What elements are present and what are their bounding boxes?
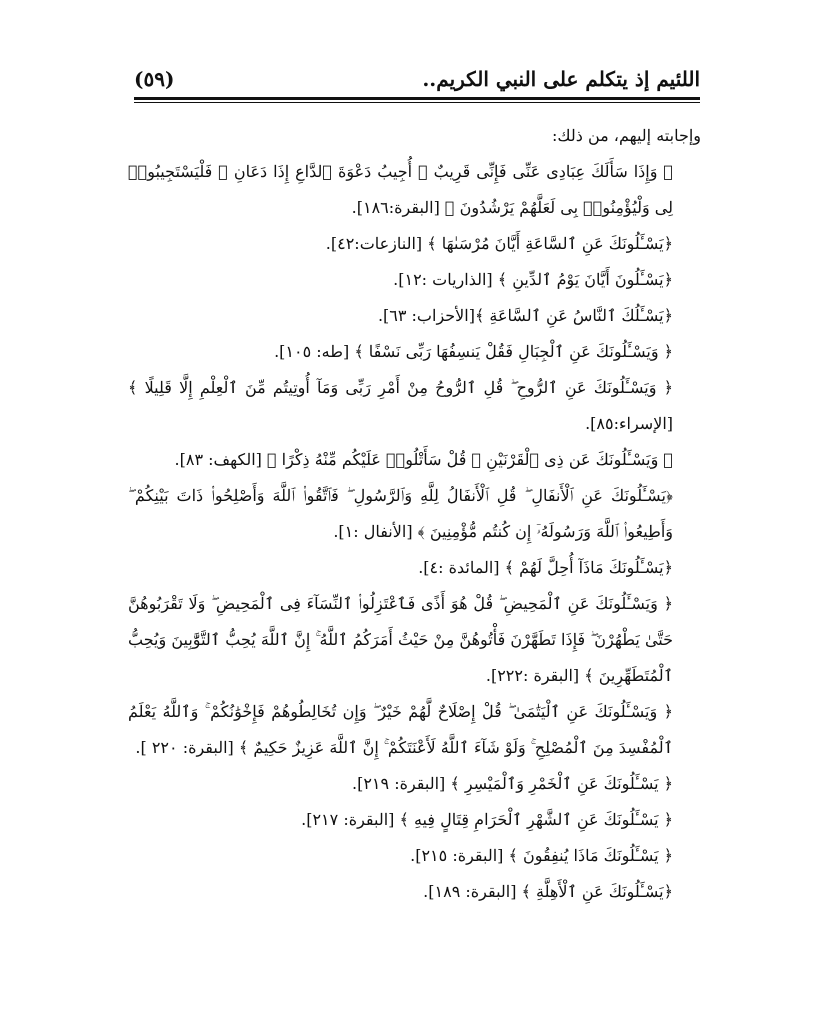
verse-item: ﴿ وَيَسْـَٔلُونَكَ عَن ذِى ٱلْقَرْنَيْنِ ۖ قُلْ سَأَتْلُوا۟ عَلَيْكُم مِّنْهُ ذِكْرًا ﴾ [الكهف: ٨٣]. (174, 450, 673, 469)
verse-item: ﴿يَسْـَٔلُونَكَ عَنِ ٱلْأَنفَالِ ۖ قُلِ ٱلْأَنفَالُ لِلَّهِ وَٱلرَّسُولِ ۖ فَٱتَّقُوا۟ ٱللَّهَ وَأَصْلِحُوا۟ ذَاتَ بَيْنِكُمْ ۖ وَأَطِيعُوا۟ ٱللَّهَ وَرَسُولَهُۥٓ إِن كُنتُم مُّؤْمِنِينَ ﴾ [الأنفال :١]. (128, 486, 673, 541)
verse-item: ﴿ يَسْـَٔلُونَكَ عَنِ ٱلْخَمْرِ وَٱلْمَيْسِرِ ﴾ [البقرة: ٢١٩]. (352, 774, 673, 793)
verse-item: ﴿يَسْـَٔلُونَكَ عَنِ ٱلْأَهِلَّةِ ﴾ [البقرة: ١٨٩]. (423, 882, 673, 901)
verse-item: ﴿ يَسْـَٔلُونَكَ مَاذَا يُنفِقُونَ ﴾ [البقرة: ٢١٥]. (410, 846, 673, 865)
intro-text: وإجابته إليهم، من ذلك: (551, 126, 701, 145)
header-rule-thin (134, 102, 700, 103)
verse-item: ﴿ يَسْـَٔلُونَكَ عَنِ ٱلشَّهْرِ ٱلْحَرَامِ قِتَالٍ فِيهِ ﴾ [البقرة: ٢١٧]. (301, 810, 673, 829)
verse-item: ﴿يَسْـَٔلُونَكَ مَاذَآ أُحِلَّ لَهُمْ ﴾ [المائدة :٤]. (418, 558, 673, 577)
header-rule-thick (134, 97, 700, 100)
page-body (128, 118, 701, 910)
verse-item: ﴿ وَيَسْـَٔلُونَكَ عَنِ ٱلْيَتَٰمَىٰ ۖ قُلْ إِصْلَاحٌ لَّهُمْ خَيْرٌ ۖ وَإِن تُخَالِطُوهُمْ فَإِخْوَٰنُكُمْ ۚ وَٱللَّهُ يَعْلَمُ ٱلْمُفْسِدَ مِنَ ٱلْمُصْلِحِ ۚ وَلَوْ شَآءَ ٱللَّهُ لَأَعْنَتَكُمْ ۚ إِنَّ ٱللَّهَ عَزِيزٌ حَكِيمٌ ﴾ [البقرة: ٢٢٠ ]. (128, 702, 673, 757)
verse-item: ﴿ وَيَسْـَٔلُونَكَ عَنِ ٱلْمَحِيضِ ۖ قُلْ هُوَ أَذًى فَٱعْتَزِلُوا۟ ٱلنِّسَآءَ فِى ٱلْمَحِيضِ ۖ وَلَا تَقْرَبُوهُنَّ حَتَّىٰ يَطْهُرْنَ ۖ فَإِذَا تَطَهَّرْنَ فَأْتُوهُنَّ مِنْ حَيْثُ أَمَرَكُمُ ٱللَّهُ ۚ إِنَّ ٱللَّهَ يُحِبُّ ٱلتَّوَّٰبِينَ وَيُحِبُّ ٱلْمُتَطَهِّرِينَ ﴾ [البقرة :٢٢٢]. (128, 594, 673, 685)
verse-item: ﴿ وَيَسْـَٔلُونَكَ عَنِ ٱلْجِبَالِ فَقُلْ يَنسِفُهَا رَبِّى نَسْفًا ﴾ [طه: ١٠٥]. (274, 342, 673, 361)
verse-item: ﴿يَسْـَٔلُونَ أَيَّانَ يَوْمُ ٱلدِّينِ ﴾ [الذاريات :١٢]. (393, 270, 673, 289)
running-title: اللئيم إذ يتكلم على النبي الكريم.. (422, 67, 700, 91)
page-number: (٥٩) (134, 67, 175, 91)
page-header (134, 62, 700, 96)
verse-item: ﴿ وَإِذَا سَأَلَكَ عِبَادِى عَنِّى فَإِنِّى قَرِيبٌ ۖ أُجِيبُ دَعْوَةَ ٱلدَّاعِ إِذَا دَعَانِ ۖ فَلْيَسْتَجِيبُوا۟ لِى وَلْيُؤْمِنُوا۟ بِى لَعَلَّهُمْ يَرْشُدُونَ ﴾ [البقرة:١٨٦]. (128, 162, 673, 217)
verse-item: ﴿ وَيَسْـَٔلُونَكَ عَنِ ٱلرُّوحِ ۖ قُلِ ٱلرُّوحُ مِنْ أَمْرِ رَبِّى وَمَآ أُوتِيتُم مِّنَ ٱلْعِلْمِ إِلَّا قَلِيلًا ﴾ [الإسراء:٨٥]. (128, 378, 673, 433)
verse-item: ﴿يَسْـَٔلُونَكَ عَنِ ٱلسَّاعَةِ أَيَّانَ مُرْسَىٰهَا ﴾ [النازعات:٤٢]. (325, 234, 673, 253)
verse-item: ﴿يَسْـَٔلُكَ ٱلنَّاسُ عَنِ ٱلسَّاعَةِ ﴾[الأحزاب: ٦٣]. (377, 306, 673, 325)
